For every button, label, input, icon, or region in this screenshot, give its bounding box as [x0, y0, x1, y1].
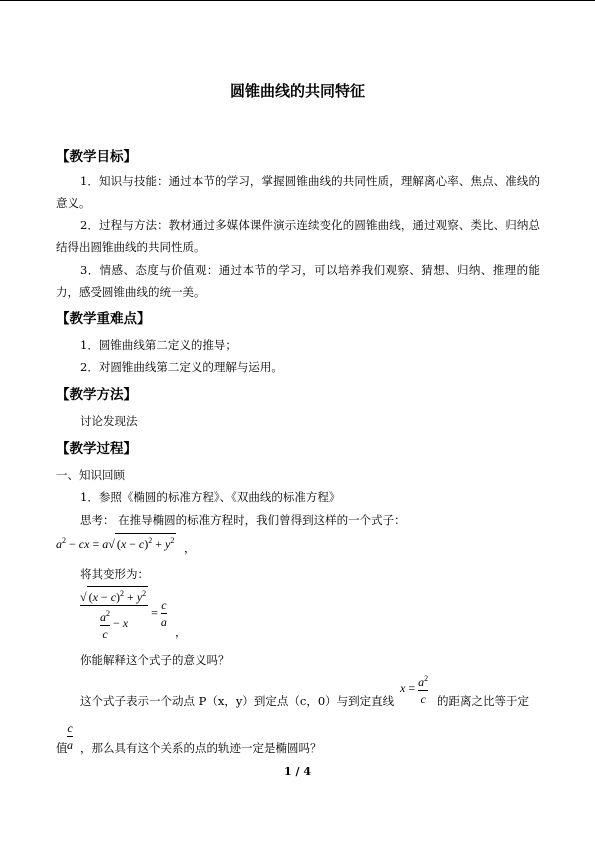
- goal-item-3: 3．情感、态度与价值观：通过本节的学习，可以培养我们观察、猜想、归纳、推理的能力，感受圆锥曲线的统一美。: [56, 263, 540, 299]
- page-title: 圆锥曲线的共同特征: [229, 82, 365, 100]
- keypoint-item-1: 1．圆锥曲线第二定义的推导；: [80, 338, 237, 352]
- page-number: 1 / 4: [284, 765, 311, 778]
- equation-1: $a^2$ − cx = a√ $(x - c)^2 + y^2$: [56, 533, 176, 552]
- equation-2-rhs: $\frac{c}{a}$: [160, 598, 167, 629]
- process-explain-b: 的距离之比等于定: [437, 694, 529, 708]
- equation-2-lhs: √ $(x - c)^2 + y^2$ $\frac{a^2}{c}$ − x: [80, 586, 148, 641]
- equation-2: √ $(x - c)^2 + y^2$ $\frac{a^2}{c}$ − x = $\frac{c}{a}$: [80, 586, 167, 641]
- method-text: 讨论发现法: [80, 414, 138, 428]
- keypoint-item-2: 2．对圆锥曲线第二定义的理解与运用。: [80, 360, 283, 374]
- top-rule: [0, 0, 595, 1]
- process-subheading: 一、知识回顾: [56, 468, 125, 482]
- process-think: 思考： 在推导椭圆的标准方程时，我们曾得到这样的一个式子：: [80, 513, 406, 527]
- eccentricity-fraction: $\frac{c}{a}$: [67, 721, 73, 752]
- goal-item-2: 2．过程与方法：教材通过多媒体课件演示连续变化的圆锥曲线，通过观察、类比、归纳总结得出圆锥曲线的共同性质。: [56, 218, 540, 254]
- equation-1-comma: ，: [184, 541, 196, 555]
- process-question: 你能解释这个式子的意义吗？: [80, 653, 230, 667]
- equation-2-comma: ，: [175, 625, 187, 639]
- section-heading-keypoints: 【教学重难点】: [56, 311, 151, 327]
- process-transform: 将其变形为：: [80, 567, 149, 581]
- section-heading-method: 【教学方法】: [56, 387, 137, 403]
- process-explain-d: ，那么具有这个关系的点的轨迹一定是椭圆吗？: [80, 741, 322, 755]
- directrix-formula: x = $\frac{a^2}{c}$: [400, 674, 429, 706]
- section-heading-process: 【教学过程】: [56, 441, 137, 457]
- process-explain-a: 这个式子表示一个动点 P（x，y）到定点（c，0）与到定直线: [80, 694, 395, 708]
- process-reference: 1．参照《椭圆的标准方程》、《双曲线的标准方程》: [80, 490, 341, 504]
- section-heading-goals: 【教学目标】: [56, 149, 137, 165]
- process-explain-c: 值: [56, 741, 68, 755]
- goal-item-1: 1．知识与技能：通过本节的学习，掌握圆锥曲线的共同性质，理解离心率、焦点、准线的意义。: [56, 174, 540, 210]
